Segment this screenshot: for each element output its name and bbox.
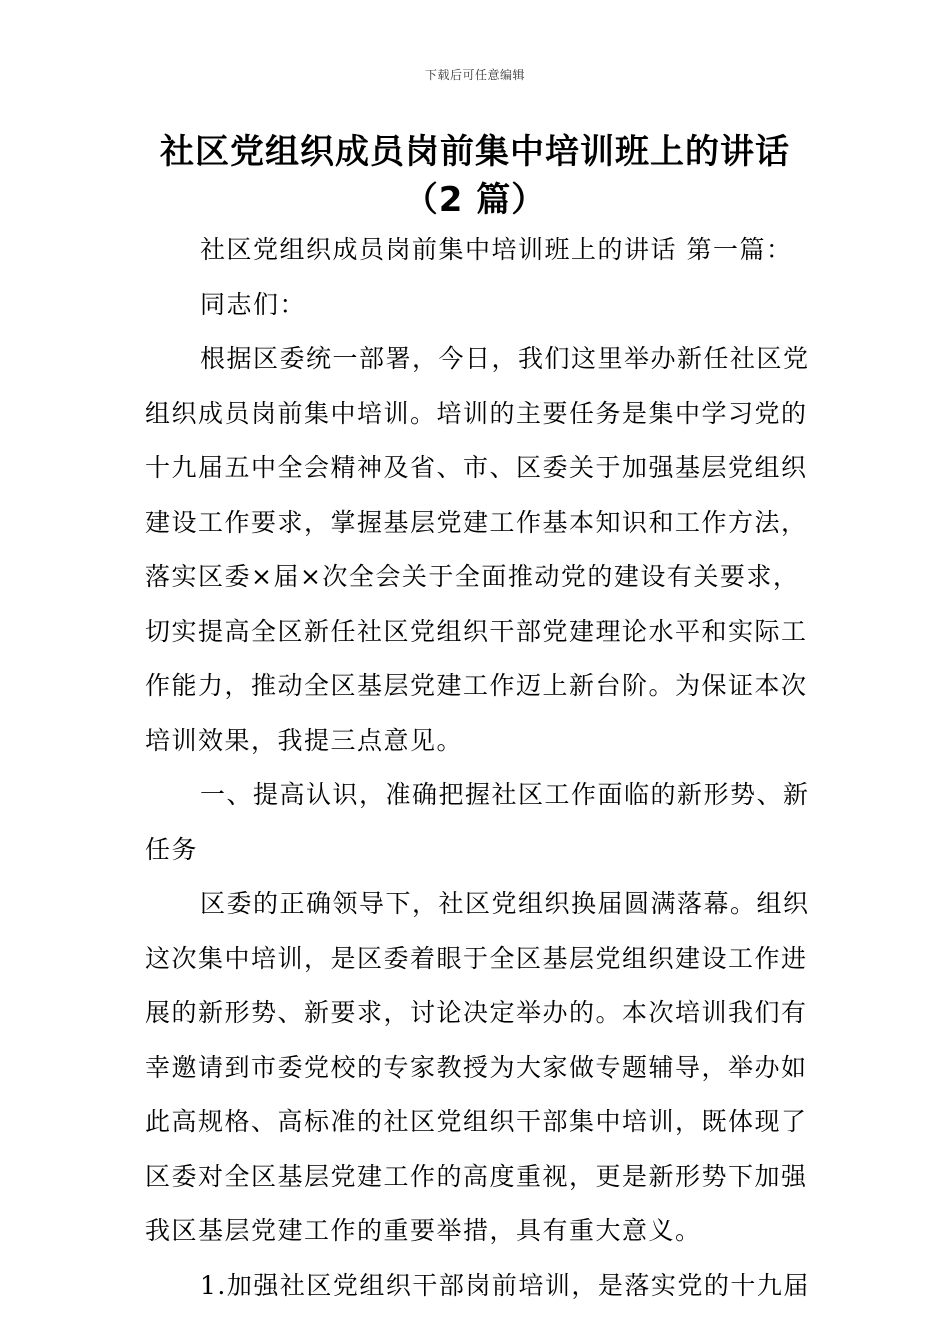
header-note: 下载后可任意编辑 [424,68,525,82]
body-line: 组织成员岗前集中培训。培训的主要任务是集中学习党的 [145,398,808,428]
body-line: 培训效果，我提三点意见。 [145,725,464,755]
body-line: 这次集中培训，是区委着眼于全区基层党组织建设工作进 [145,943,808,973]
body-line: 区委对全区基层党建工作的高度重视，更是新形势下加强 [145,1161,808,1191]
body-line: 同志们： [200,289,307,319]
body-line: 一、提高认识，准确把握社区工作面临的新形势、新 [200,780,810,809]
body-line: 任务 [145,834,199,864]
body-line: 此高规格、高标准的社区党组织干部集中培训，既体现了 [145,1107,808,1136]
body-line: 建设工作要求，掌握基层党建工作基本知识和工作方法， [145,507,808,537]
body-line: 切实提高全区新任社区党组织干部党建理论水平和实际工 [145,616,808,646]
body-line: 1.加强社区党组织干部岗前培训，是落实党的十九届 [200,1270,810,1300]
body-line: 社区党组织成员岗前集中培训班上的讲话 第一篇： [200,235,793,264]
body-line: 幸邀请到市委党校的专家教授为大家做专题辅导，举办如 [145,1052,808,1082]
body-line: 十九届五中全会精神及省、市、区委关于加强基层党组织 [145,453,808,482]
document-title-line-2: （2 篇） [403,180,547,220]
body-line: 区委的正确领导下，社区党组织换届圆满落幕。组织 [200,889,810,918]
body-line: 我区基层党建工作的重要举措，具有重大意义。 [145,1216,702,1245]
body-line: 落实区委×届×次全会关于全面推动党的建设有关要求， [145,562,800,591]
body-line: 根据区委统一部署，今日，我们这里举办新任社区党 [200,344,810,373]
body-line: 展的新形势、新要求，讨论决定举办的。本次培训我们有 [145,998,808,1027]
document-title-line-1: 社区党组织成员岗前集中培训班上的讲话 [160,132,790,172]
body-line: 作能力，推动全区基层党建工作迈上新台阶。为保证本次 [145,671,808,700]
